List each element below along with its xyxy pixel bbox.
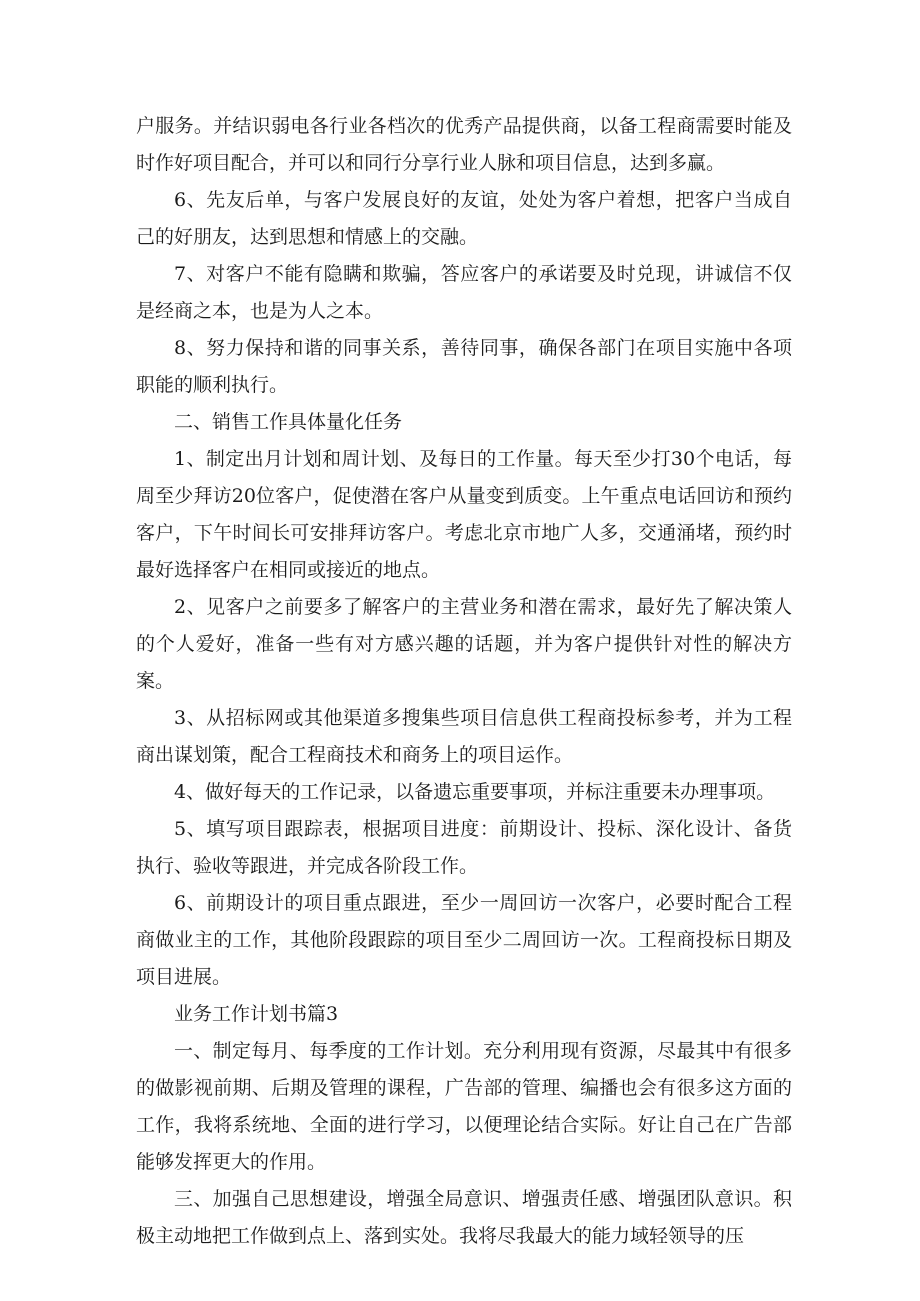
paragraph: 6、先友后单，与客户发展良好的友谊，处处为客户着想，把客户当成自己的好朋友，达到思想和情感上的交融。: [136, 189, 792, 248]
paragraph: 3、从招标网或其他渠道多搜集些项目信息供工程商投标参考，并为工程商出谋划策，配合工程商技术和商务上的项目运作。: [136, 707, 792, 766]
paragraph: 8、努力保持和谐的同事关系，善待同事，确保各部门在项目实施中各项职能的顺利执行。: [136, 337, 792, 396]
paragraph: 1、制定出月计划和周计划、及每日的工作量。每天至少打30个电话，每周至少拜访20位客户，促使潜在客户从量变到质变。上午重点电话回访和预约客户，下午时间长可安排拜访客户。考虑北京市地广人多，交通涌堵，预约时最好选择客户在相同或接近的地点。: [136, 448, 792, 581]
section-heading: 二、销售工作具体量化任务: [174, 411, 403, 433]
paragraph: 2、见客户之前要多了解客户的主营业务和潜在需求，最好先了解决策人的个人爱好，准备一些有对方感兴趣的话题，并为客户提供针对性的解决方案。: [136, 596, 792, 692]
paragraph: 4、做好每天的工作记录，以备遗忘重要事项，并标注重要未办理事项。: [174, 781, 776, 803]
section-heading: 业务工作计划书篇3: [174, 1003, 339, 1025]
paragraph: 户服务。并结识弱电各行业各档次的优秀产品提供商，以备工程商需要时能及时作好项目配合，并可以和同行分享行业人脉和项目信息，达到多赢。: [136, 115, 792, 174]
paragraph: 一、制定每月、每季度的工作计划。充分利用现有资源，尽最其中有很多的做影视前期、后期及管理的课程，广告部的管理、编播也会有很多这方面的工作，我将系统地、全面的进行学习，以便理论结合实际。好让自己在广告部能够发挥更大的作用。: [136, 1040, 792, 1173]
paragraph: 三、加强自己思想建设，增强全局意识、增强责任感、增强团队意识。积极主动地把工作做到点上、落到实处。我将尽我最大的能力域轻领导的压: [136, 1188, 792, 1247]
paragraph: 7、对客户不能有隐瞒和欺骗，答应客户的承诺要及时兑现，讲诚信不仅是经商之本，也是为人之本。: [136, 263, 792, 322]
paragraph: 5、填写项目跟踪表，根据项目进度：前期设计、投标、深化设计、备货执行、验收等跟进，并完成各阶段工作。: [136, 818, 792, 877]
paragraph: 6、前期设计的项目重点跟进，至少一周回访一次客户，必要时配合工程商做业主的工作，其他阶段跟踪的项目至少二周回访一次。工程商投标日期及项目进展。: [136, 892, 792, 988]
document-body: [136, 108, 792, 1255]
